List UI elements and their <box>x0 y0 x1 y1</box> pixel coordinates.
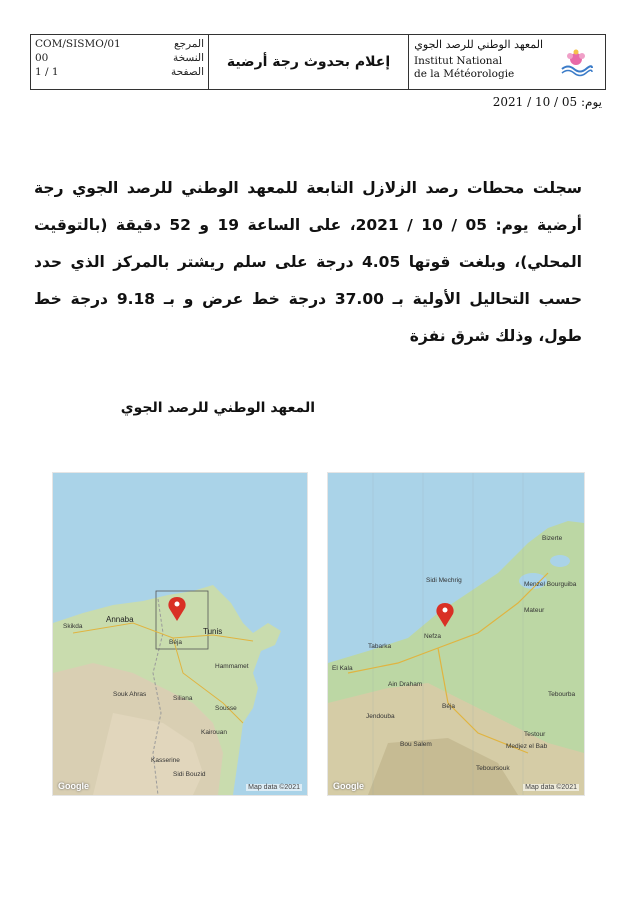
map-data-credit: Map data ©2021 <box>525 784 577 791</box>
place-beja: Béja <box>169 639 183 646</box>
place-ain-draham: Ain Draham <box>388 681 423 688</box>
place-souk-ahras: Souk Ahras <box>113 691 147 698</box>
institute-name-arabic: المعهد الوطني للرصد الجوي <box>414 38 543 51</box>
institute-fr-line1: Institut National <box>414 55 503 67</box>
place-sidi-bouzid: Sidi Bouzid <box>173 771 206 778</box>
institute-fr-line2: de la Météorologie <box>414 68 515 80</box>
place-kasserine: Kasserine <box>151 757 180 764</box>
place-beja: Béja <box>442 703 456 710</box>
place-menzel-bourguiba: Menzel Bourguiba <box>524 581 577 588</box>
document-title: إعلام بحدوث رجة أرضية <box>226 54 391 70</box>
page-value: 1 / 1 <box>35 66 59 78</box>
institute-cell <box>409 35 605 89</box>
place-siliana: Siliana <box>173 695 193 702</box>
document-header-table <box>30 34 606 90</box>
institute-name-french <box>414 55 514 81</box>
place-nefza: Nefza <box>424 633 441 640</box>
place-sidi-mechrig: Sidi Mechrig <box>426 577 462 584</box>
google-logo: Google <box>333 781 364 791</box>
place-tabarka: Tabarka <box>368 643 392 650</box>
reference-row <box>35 37 204 51</box>
version-label: النسخة <box>172 52 204 64</box>
place-jendouba: Jendouba <box>366 713 395 720</box>
version-row <box>35 51 204 65</box>
page-row <box>35 65 204 79</box>
place-el-kala: El Kala <box>332 665 353 672</box>
place-sousse: Sousse <box>215 705 237 712</box>
place-testour: Testour <box>524 731 546 738</box>
reference-label: المرجع <box>173 38 204 50</box>
regional-map <box>52 472 308 796</box>
place-skikda: Skikda <box>63 623 83 630</box>
earthquake-announcement-text: سجلت محطات رصد الزلازل التابعة للمعهد الوطني للرصد الجوي رجة أرضية يوم: 05 / 10 / 2021، على الساعة 19 و 52 دقيقة (بالتوقيت المحلي)، وبلغت قوتها 4.05 درجة على سلم ريشتر بالمركز الذي حدد حسب التحاليل الأولية بـ 37.00 درجة خط عرض و بـ 9.18 درجة خط طول، وذلك شرق نفزة <box>34 179 582 345</box>
google-logo: Google <box>58 781 89 791</box>
place-teboursouk: Teboursouk <box>476 765 510 772</box>
place-annaba: Annaba <box>106 615 134 624</box>
regional-map-graphic <box>53 473 307 795</box>
place-mateur: Mateur <box>524 607 545 614</box>
institute-logo <box>559 47 593 77</box>
reference-cell <box>31 35 209 89</box>
place-bou-salem: Bou Salem <box>400 741 432 748</box>
place-tebourba: Tebourba <box>548 691 576 698</box>
version-value: 00 <box>35 52 49 64</box>
place-medjez-el-bab: Medjez el Bab <box>506 743 548 750</box>
title-cell <box>209 35 409 89</box>
place-hammamet: Hammamet <box>215 663 249 670</box>
zoomed-map <box>327 472 585 796</box>
issue-date: يوم: 05 / 10 / 2021 <box>492 95 602 109</box>
issuer-signature: المعهد الوطني للرصد الجوي <box>120 400 315 416</box>
place-bizerte: Bizerte <box>542 535 563 542</box>
place-tunis: Tunis <box>203 627 223 636</box>
reference-value: COM/SISMO/01 <box>35 38 121 50</box>
place-kairouan: Kairouan <box>201 729 228 736</box>
map-data-credit: Map data ©2021 <box>248 784 300 791</box>
page-label: الصفحة <box>171 66 204 78</box>
